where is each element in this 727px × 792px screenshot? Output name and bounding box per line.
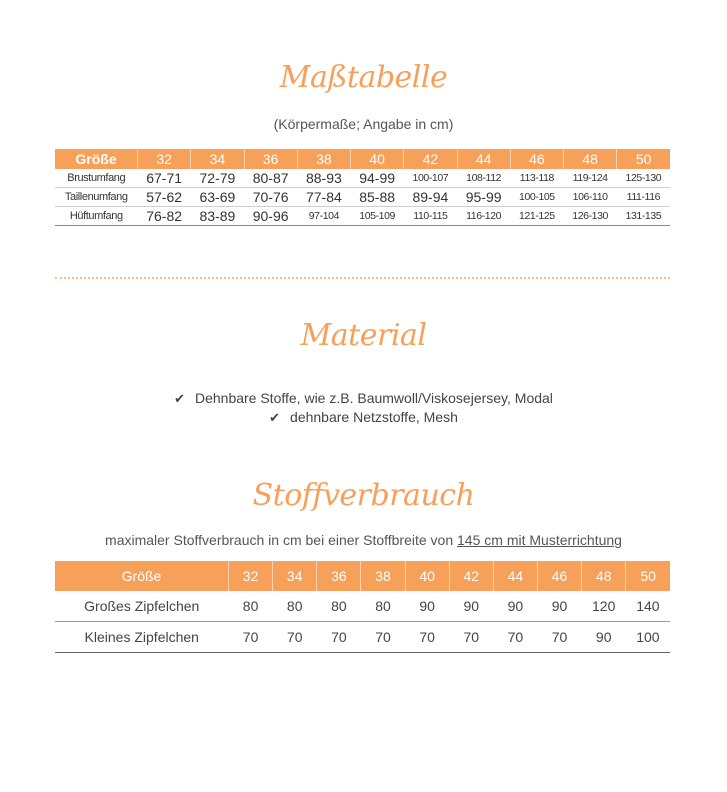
table-cell: 113-118: [510, 169, 563, 188]
table-cell: 70: [405, 622, 449, 653]
header-size: 38: [297, 149, 350, 169]
header-size: 48: [564, 149, 617, 169]
table-cell: 100: [626, 622, 670, 653]
table-cell: 90: [405, 591, 449, 622]
header-size: 36: [317, 561, 361, 591]
measurement-table: [55, 149, 670, 226]
header-size: 48: [582, 561, 626, 591]
table-cell: 97-104: [297, 207, 350, 226]
table-cell: 67-71: [138, 169, 191, 188]
table-cell: 80: [273, 591, 317, 622]
table-cell: 120: [582, 591, 626, 622]
header-size: 50: [617, 149, 670, 169]
material-list: [0, 390, 727, 428]
header-size: 34: [273, 561, 317, 591]
fabric-title: Stoffverbrauch: [252, 478, 475, 513]
table-row: [55, 169, 670, 188]
table-cell: 110-115: [404, 207, 457, 226]
table-cell: 72-79: [191, 169, 244, 188]
row-label: Großes Zipfelchen: [55, 591, 229, 622]
material-item: ✔ dehnbare Netzstoffe, Mesh: [269, 409, 458, 425]
row-label: Brustumfang: [55, 169, 138, 188]
table-cell: 89-94: [404, 188, 457, 207]
table-cell: 80: [229, 591, 273, 622]
header-size-label: Größe: [55, 149, 138, 169]
header-size: 38: [361, 561, 405, 591]
table-cell: 90: [493, 591, 537, 622]
header-size: 46: [537, 561, 581, 591]
section-divider: [55, 277, 670, 279]
table-cell: 77-84: [297, 188, 350, 207]
table-cell: 126-130: [564, 207, 617, 226]
table-cell: 85-88: [351, 188, 404, 207]
table-cell: 140: [626, 591, 670, 622]
table-cell: 90: [582, 622, 626, 653]
table-cell: 119-124: [564, 169, 617, 188]
table-cell: 70: [537, 622, 581, 653]
table-cell: 105-109: [351, 207, 404, 226]
table-cell: 125-130: [617, 169, 670, 188]
header-size: 34: [191, 149, 244, 169]
header-size: 50: [626, 561, 670, 591]
header-size: 42: [404, 149, 457, 169]
table-cell: 80: [361, 591, 405, 622]
table-cell: 108-112: [457, 169, 510, 188]
table-cell: 106-110: [564, 188, 617, 207]
header-size: 44: [493, 561, 537, 591]
material-title: Material: [300, 318, 427, 353]
header-size: 32: [229, 561, 273, 591]
header-size: 36: [244, 149, 297, 169]
measurement-title: Maßtabelle: [279, 60, 448, 95]
table-cell: 83-89: [191, 207, 244, 226]
header-size: 40: [405, 561, 449, 591]
material-item: ✔ Dehnbare Stoffe, wie z.B. Baumwoll/Viskosejersey, Modal: [174, 390, 553, 406]
table-cell: 88-93: [297, 169, 350, 188]
table-cell: 80: [317, 591, 361, 622]
table-cell: 76-82: [138, 207, 191, 226]
table-row: [55, 622, 670, 653]
fabric-width-note: 145 cm mit Musterrichtung: [457, 532, 622, 548]
header-size: 44: [457, 149, 510, 169]
table-cell: 94-99: [351, 169, 404, 188]
table-cell: 95-99: [457, 188, 510, 207]
table-cell: 70: [361, 622, 405, 653]
header-size: 40: [351, 149, 404, 169]
table-cell: 70-76: [244, 188, 297, 207]
measurement-subtitle: (Körpermaße; Angabe in cm): [273, 116, 454, 132]
row-label: Taillenumfang: [55, 188, 138, 207]
table-cell: 57-62: [138, 188, 191, 207]
table-row: [55, 207, 670, 226]
check-icon: ✔: [269, 410, 281, 425]
table-cell: 100-107: [404, 169, 457, 188]
table-cell: 70: [317, 622, 361, 653]
header-size: 32: [138, 149, 191, 169]
table-cell: 70: [449, 622, 493, 653]
fabric-header-row: [55, 561, 670, 591]
table-cell: 90: [449, 591, 493, 622]
table-cell: 63-69: [191, 188, 244, 207]
row-label: Hüftumfang: [55, 207, 138, 226]
table-cell: 90-96: [244, 207, 297, 226]
table-cell: 121-125: [510, 207, 563, 226]
fabric-usage-note: maximaler Stoffverbrauch in cm bei einer Stoffbreite von 145 cm mit Musterrichtung: [105, 532, 622, 548]
table-cell: 111-116: [617, 188, 670, 207]
fabric-table: [55, 561, 670, 653]
table-cell: 90: [537, 591, 581, 622]
row-label: Kleines Zipfelchen: [55, 622, 229, 653]
table-row: [55, 591, 670, 622]
table-cell: 131-135: [617, 207, 670, 226]
table-cell: 100-105: [510, 188, 563, 207]
header-size: 42: [449, 561, 493, 591]
table-cell: 70: [493, 622, 537, 653]
measurement-header-row: [55, 149, 670, 169]
check-icon: ✔: [174, 391, 185, 406]
table-cell: 70: [273, 622, 317, 653]
header-size: 46: [510, 149, 563, 169]
table-cell: 116-120: [457, 207, 510, 226]
table-cell: 80-87: [244, 169, 297, 188]
table-cell: 70: [229, 622, 273, 653]
header-size-label: Größe: [55, 561, 229, 591]
table-row: [55, 188, 670, 207]
